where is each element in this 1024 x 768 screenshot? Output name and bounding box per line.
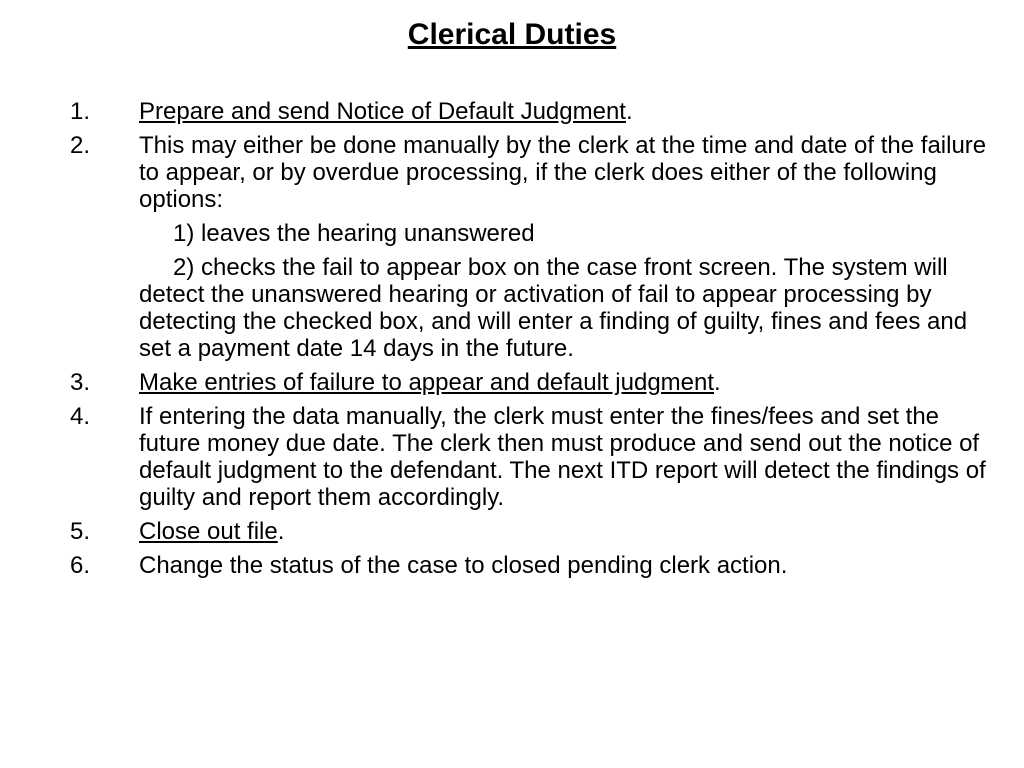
list-item-3 bbox=[70, 369, 990, 396]
list-item-4 bbox=[70, 403, 990, 511]
item-text: Change the status of the case to closed pending clerk action. bbox=[139, 552, 788, 579]
sub-option-2: 2) checks the fail to appear box on the case front screen. The system will detect the unanswered hearing or activation of fail to appear processing by detecting the checked box, and will enter a finding of guilty, fines and fees and set a payment date 14 days in the future. bbox=[139, 254, 968, 362]
list-item-5 bbox=[70, 518, 990, 545]
list-item-2 bbox=[70, 132, 990, 362]
item-number: 6. bbox=[70, 552, 91, 579]
list-item-1 bbox=[70, 98, 990, 125]
item-number: 3. bbox=[70, 369, 91, 396]
item-punctuation: . bbox=[625, 98, 633, 125]
sub-option-1: 1) leaves the hearing unanswered bbox=[173, 220, 535, 247]
item-text: If entering the data manually, the clerk must enter the fines/fees and set the future money due date. The clerk then must produce and send out the notice of default judgment to the defendant. The next ITD report will detect the findings of guilty and report them accordingly. bbox=[139, 403, 986, 511]
item-heading: Make entries of failure to appear and default judgment bbox=[139, 369, 715, 396]
item-number: 5. bbox=[70, 518, 91, 545]
item-heading: Close out file bbox=[139, 518, 278, 545]
list-item-6 bbox=[70, 552, 990, 579]
item-heading: Prepare and send Notice of Default Judgment bbox=[139, 98, 626, 125]
item-number: 2. bbox=[70, 132, 91, 159]
item-number: 4. bbox=[70, 403, 91, 430]
item-punctuation: . bbox=[714, 369, 721, 396]
item-text: This may either be done manually by the clerk at the time and date of the failure to appear, or by overdue processing, if the clerk does either of the following options: bbox=[139, 132, 987, 213]
item-number: 1. bbox=[70, 98, 91, 125]
duties-list bbox=[70, 98, 990, 586]
item-punctuation: . bbox=[277, 518, 285, 545]
page-title: Clerical Duties bbox=[407, 18, 617, 51]
